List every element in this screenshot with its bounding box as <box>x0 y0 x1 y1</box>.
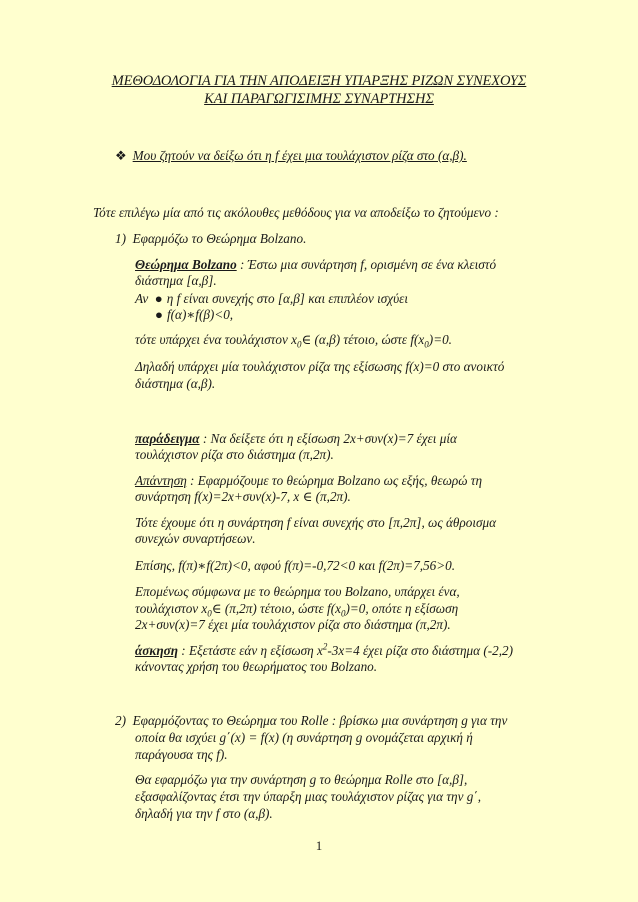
method-2-text-1: Εφαρμόζοντας το Θεώρημα του Rolle : βρίσκω μια συνάρτηση g για την <box>132 713 508 728</box>
exercise-sup: 2 <box>322 641 328 652</box>
meaning-line-2: διάστημα (α,β). <box>135 376 216 391</box>
method-1-title: Εφαρμόζω το Θεώρημα Bolzano. <box>132 231 307 246</box>
hence-sub-2: 0 <box>340 608 346 619</box>
conclusion-a: τότε υπάρχει ένα τουλάχιστον x <box>135 332 297 347</box>
answer-text-2: συνάρτηση f(x)=2x+συν(x)-7, x ∈ (π,2π). <box>135 489 351 504</box>
method-2-line-1 <box>115 712 507 730</box>
method-2-line-4: Θα εφαρμόζω για την συνάρτηση g το θεώρημα Rolle στο [α,β], <box>135 772 468 787</box>
conclusion-sub-2: 0 <box>424 339 429 350</box>
method-2-line-5: εξασφαλίζοντας έτσι την ύπαρξη μιας τουλάχιστον ρίζας για την g΄, <box>135 789 482 804</box>
hence-line-1: Επομένως σύμφωνα με το θεώρημα του Bolzano, υπάρχει ένα, <box>135 584 460 599</box>
hence-2c: )=0, οπότε η εξίσωση <box>345 601 459 616</box>
conclusion-c: )=0. <box>428 332 452 347</box>
bullet-icon: ● <box>155 307 163 322</box>
page-title <box>0 72 638 108</box>
also-line: Επίσης, f(π)∗f(2π)<0, αφού f(π)=-0,72<0 και f(2π)=7,56>0. <box>135 558 456 573</box>
exercise-line-2: κάνοντας χρήση του θεωρήματος του Bolzano. <box>135 659 378 674</box>
title-line-2: ΚΑΙ ΠΑΡΑΓΩΓΙΣΙΜΗΣ ΣΥΝΑΡΤΗΣΗΣ <box>204 91 434 107</box>
example-label: παράδειγμα <box>135 431 200 446</box>
page-number: 1 <box>315 838 323 853</box>
intro-text: Τότε επιλέγω μία από τις ακόλουθες μεθόδους για να αποδείξω το ζητούμενο : <box>93 205 499 220</box>
meaning-line-1: Δηλαδή υπάρχει μία τουλάχιστον ρίζα της εξίσωσης f(x)=0 στο ανοικτό <box>135 359 505 374</box>
answer-text: : Εφαρμόζουμε το θεώρημα Bolzano ως εξής, θεωρώ τη <box>186 473 482 488</box>
continuity-line-2: συνεχών συναρτήσεων. <box>135 531 256 546</box>
goal-item <box>115 147 467 165</box>
if-label: Αν <box>135 291 149 306</box>
hence-2a: τουλάχιστον x <box>135 601 208 616</box>
condition-2-text: f(α)∗f(β)<0, <box>166 307 234 322</box>
exercise-a: : Εξετάστε εάν η εξίσωση x <box>177 643 323 658</box>
condition-2 <box>155 306 233 324</box>
theorem-text: : Έστω μια συνάρτηση f, ορισμένη σε ένα κλειστό <box>236 257 497 272</box>
bullet-icon: ● <box>154 291 163 306</box>
exercise-label: άσκηση <box>135 643 178 658</box>
hence-2b: ∈ (π,2π) τέτοιο, ώστε f(x <box>211 601 341 616</box>
exercise-b: -3x=4 έχει ρίζα στο διάστημα (-2,2) <box>327 643 514 658</box>
goal-text: Μου ζητούν να δείξω ότι η f έχει μια τουλάχιστον ρίζα στο (α,β). <box>132 148 467 163</box>
theorem-text-2: διάστημα [α,β]. <box>135 273 217 288</box>
method-2-line-3: παράγουσα της f). <box>135 747 228 762</box>
method-1-number: 1) <box>115 231 126 246</box>
method-2-line-2: οποία θα ισχύει g΄(x) = f(x) (η συνάρτηση g ονομάζεται αρχική ή <box>135 730 473 745</box>
theorem-label: Θεώρημα Bolzano <box>135 257 237 272</box>
theorem-conclusion <box>135 331 452 349</box>
method-1-heading <box>115 230 306 248</box>
conclusion-b: ∈ (α,β) τέτοιο, ώστε f(x <box>301 332 425 347</box>
condition-1-text: η f είναι συνεχής στο [α,β] και επιπλέον ισχύει <box>166 291 409 306</box>
continuity-line-1: Τότε έχουμε ότι η συνάρτηση f είναι συνεχής στο [π,2π], ως άθροισμα <box>135 515 497 530</box>
example-text: : Να δείξετε ότι η εξίσωση 2x+συν(x)=7 έχει μία <box>199 431 457 446</box>
method-2-number: 2) <box>115 713 126 728</box>
method-2-line-6: δηλαδή για την f στο (α,β). <box>135 806 273 821</box>
hence-line-3: 2x+συν(x)=7 έχει μία τουλάχιστον ρίζα στο διάστημα (π,2π). <box>135 617 451 632</box>
answer-label: Απάντηση <box>135 473 187 488</box>
example-text-2: τουλάχιστον ρίζα στο διάστημα (π,2π). <box>135 447 334 462</box>
conclusion-sub: 0 <box>296 339 302 350</box>
title-line-1: ΜΕΘΟΔΟΛΟΓΙΑ ΓΙΑ ΤΗΝ ΑΠΟΔΕΙΞΗ ΥΠΑΡΞΗΣ ΡΙΖΩΝ ΣΥΝΕΧΟΥΣ <box>111 73 527 89</box>
hence-sub: 0 <box>207 608 212 619</box>
diamond-bullet-icon: ❖ <box>115 148 127 163</box>
